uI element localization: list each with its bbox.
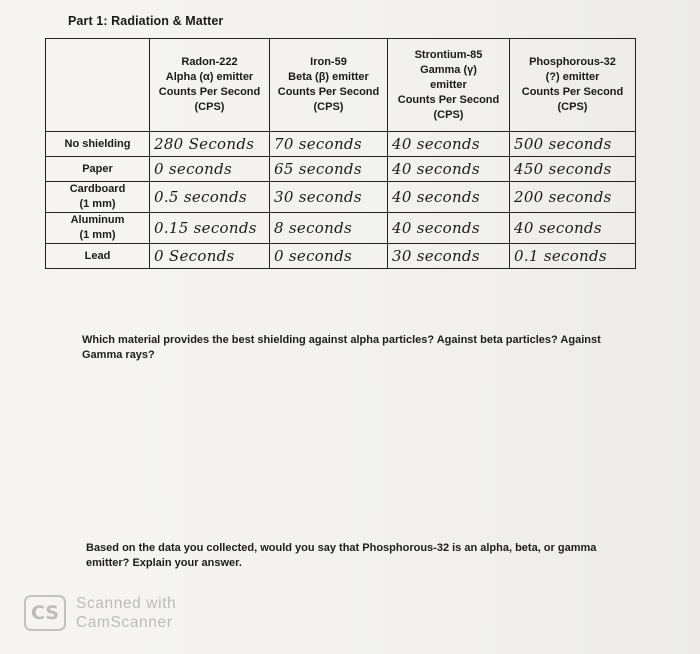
header-empty (46, 39, 150, 132)
table-row (46, 157, 636, 182)
cell-value: 0.15 seconds (150, 213, 270, 244)
cell-value: 40 seconds (388, 157, 510, 182)
cell-value: 450 seconds (510, 157, 636, 182)
header-radon-line-3: Counts Per Second (158, 86, 261, 98)
row-label-cardboard-line-1: Cardboard (69, 183, 126, 195)
cell-value: 40 seconds (510, 213, 636, 244)
header-phosphorous-line-1: Phosphorous-32 (529, 56, 616, 68)
question-shielding: Which material provides the best shielding against alpha particles? Against beta particles? Against Gamma rays? (82, 334, 601, 361)
header-iron-line-4: (CPS) (313, 101, 344, 113)
cell-value: 65 seconds (270, 157, 388, 182)
header-phosphorous-line-2: (?) emitter (545, 71, 600, 83)
table-row (46, 132, 636, 157)
header-strontium-line-5: (CPS) (433, 108, 464, 121)
radiation-data-table (45, 38, 636, 269)
header-strontium-line-4: Counts Per Second (397, 93, 500, 106)
header-strontium-line-1: Strontium-85 (414, 48, 483, 61)
cell-value: 0 seconds (270, 244, 388, 269)
header-phosphorous (510, 39, 636, 132)
header-strontium-line-3: emitter (430, 78, 467, 91)
cell-value: 280 Seconds (150, 132, 270, 157)
cell-value: 200 seconds (510, 182, 636, 213)
cell-value: 30 seconds (270, 182, 388, 213)
watermark-line-1: Scanned with (76, 595, 177, 612)
cell-value: 0 seconds (150, 157, 270, 182)
header-radon-line-4: (CPS) (194, 101, 225, 113)
cell-value: 0.1 seconds (510, 244, 636, 269)
camscanner-logo-icon: CS (24, 595, 66, 631)
header-strontium-line-2: Gamma (γ) (420, 63, 477, 76)
row-label-paper: Paper (46, 157, 150, 182)
header-strontium (388, 39, 510, 132)
table-header-row (46, 39, 636, 132)
cell-value: 40 seconds (388, 213, 510, 244)
header-iron (270, 39, 388, 132)
header-phosphorous-line-4: (CPS) (557, 101, 588, 113)
header-radon (150, 39, 270, 132)
watermark-line-2: CamScanner (76, 614, 173, 631)
cell-value: 30 seconds (388, 244, 510, 269)
row-label-no-shielding: No shielding (46, 132, 150, 157)
row-label-aluminum-line-1: Aluminum (70, 214, 125, 226)
cell-value: 0.5 seconds (150, 182, 270, 213)
cell-value: 40 seconds (388, 182, 510, 213)
table-row (46, 213, 636, 244)
part-title: Part 1: Radiation & Matter (68, 14, 224, 28)
row-label-aluminum-line-2: (1 mm) (79, 229, 116, 241)
header-iron-line-1: Iron-59 (310, 56, 347, 68)
cell-value: 8 seconds (270, 213, 388, 244)
cell-value: 70 seconds (270, 132, 388, 157)
cell-value: 500 seconds (510, 132, 636, 157)
row-label-cardboard (46, 182, 150, 213)
header-radon-line-2: Alpha (α) emitter (165, 71, 254, 83)
camscanner-watermark (24, 594, 176, 632)
table-row (46, 244, 636, 269)
row-label-aluminum (46, 213, 150, 244)
header-radon-line-1: Radon-222 (181, 56, 238, 68)
watermark-text (76, 594, 176, 632)
table-row (46, 182, 636, 213)
cell-value: 0 Seconds (150, 244, 270, 269)
header-phosphorous-line-3: Counts Per Second (521, 86, 624, 98)
header-iron-line-3: Counts Per Second (277, 86, 380, 98)
row-label-lead: Lead (46, 244, 150, 269)
header-iron-line-2: Beta (β) emitter (288, 71, 369, 83)
row-label-cardboard-line-2: (1 mm) (79, 198, 116, 210)
cell-value: 40 seconds (388, 132, 510, 157)
question-phosphorous: Based on the data you collected, would you say that Phosphorous-32 is an alpha, beta, or gamma emitter? Explain your answer. (86, 542, 597, 569)
